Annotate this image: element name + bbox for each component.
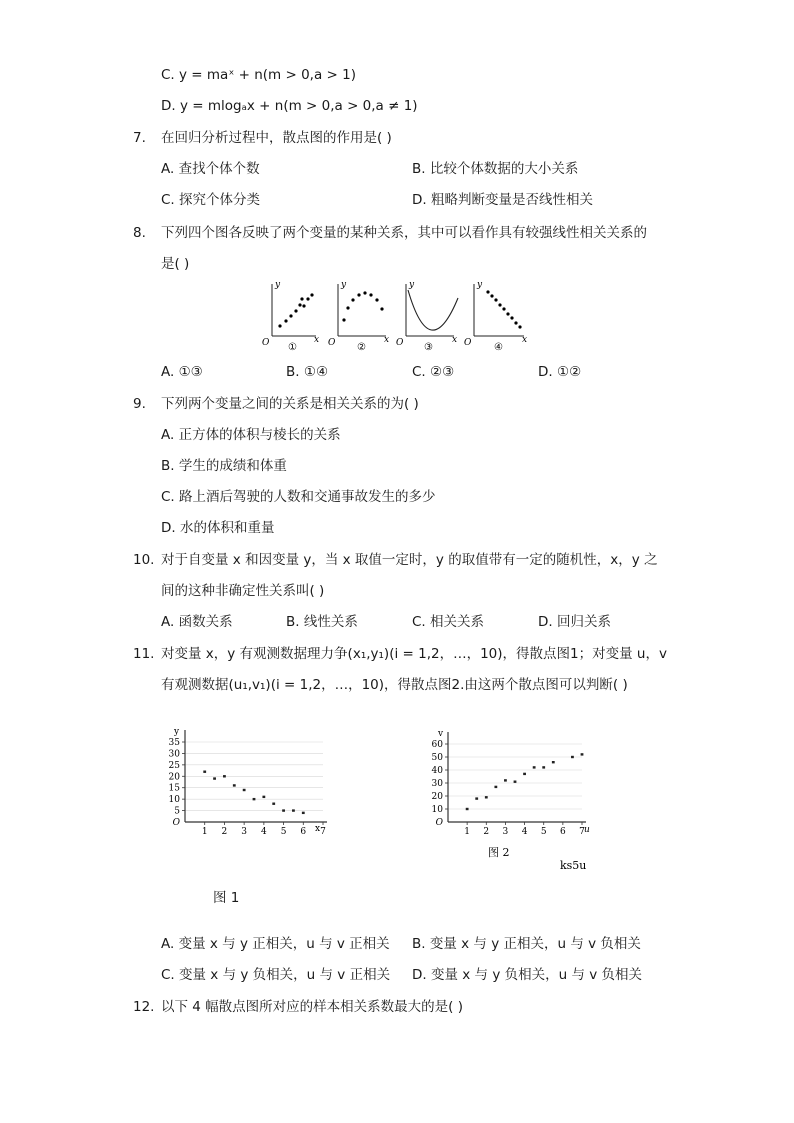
q8-panel-2 xyxy=(328,280,389,353)
q11-option-c: C. 变量 x 与 y 负相关，u 与 v 正相关 xyxy=(161,967,391,983)
fig2-xtick-label: 6 xyxy=(559,827,566,837)
fig1-xtick-label: 1 xyxy=(201,827,208,834)
fig1-ytick-label: O xyxy=(172,818,180,828)
fig2-point xyxy=(523,773,526,775)
fig1-point xyxy=(302,812,305,814)
q9-option-b: B. 学生的成绩和体重 xyxy=(161,458,287,474)
fig2-ytick-label: 50 xyxy=(431,753,443,763)
q8-axis-x-1: x xyxy=(314,335,320,345)
q10-stem-line1: 对于自变量 x 和因变量 y，当 x 取值一定时，y 的取值带有一定的随机性，x，y 之 xyxy=(161,552,658,568)
q9-option-d: D. 水的体积和重量 xyxy=(161,520,275,536)
fig1-point xyxy=(213,777,216,779)
fig1-xtick-label: 5 xyxy=(280,827,287,834)
fig2-x-ticks xyxy=(464,822,585,837)
q7-option-d: D. 粗略判断变量是否线性相关 xyxy=(412,192,593,208)
q8-option-b: B. ①④ xyxy=(286,364,329,380)
q9-option-a: A. 正方体的体积与棱长的关系 xyxy=(161,427,341,443)
q8-label-2: ② xyxy=(357,342,366,353)
q6-option-d: D. y = mlogₐx + n(m > 0,a > 0,a ≠ 1) xyxy=(161,98,418,114)
q10-option-b: B. 线性关系 xyxy=(286,614,358,630)
fig2-point xyxy=(504,779,507,781)
fig2-point xyxy=(475,797,478,799)
q8-four-scatter-figures xyxy=(258,276,538,358)
fig1-xtick-label: 2 xyxy=(221,827,228,834)
q10-stem-line2: 间的这种非确定性关系叫( ) xyxy=(161,583,325,599)
fig1-ytick-label: 30 xyxy=(168,749,180,760)
q11-stem-line1: 对变量 x，y 有观测数据理力争(x₁,y₁)(i = 1,2，…，10)，得散点图1；对变量 u，v xyxy=(161,646,667,662)
fig1-xtick-label: 6 xyxy=(300,827,307,834)
q9-option-c: C. 路上酒后驾驶的人数和交通事故发生的多少 xyxy=(161,489,436,505)
q8-label-3: ③ xyxy=(424,342,433,353)
q8-stem-line2: 是( ) xyxy=(161,256,190,272)
q7-option-a: A. 查找个体个数 xyxy=(161,161,260,177)
q8-axis-x-3: x xyxy=(452,335,458,345)
q10-option-d: D. 回归关系 xyxy=(538,614,611,630)
q8-axis-y-4: y xyxy=(477,280,483,290)
fig2-point xyxy=(552,761,555,763)
fig1-point xyxy=(233,784,236,786)
fig2-point xyxy=(533,766,536,768)
q7-option-c: C. 探究个体分类 xyxy=(161,192,261,208)
fig2-xtick-label: 7 xyxy=(579,827,585,837)
fig2-point xyxy=(466,808,469,810)
q8-option-a: A. ①③ xyxy=(161,364,203,380)
q7-option-b: B. 比较个体数据的大小关系 xyxy=(412,161,579,177)
q7-stem: 在回归分析过程中，散点图的作用是( ) xyxy=(161,130,392,146)
q10-option-a: A. 函数关系 xyxy=(161,614,233,630)
fig2-gridlines xyxy=(448,744,582,809)
fig2-point xyxy=(494,786,497,788)
q8-origin-3: O xyxy=(396,338,404,348)
fig1-xtick-label: 3 xyxy=(241,827,248,834)
fig1-point xyxy=(243,789,246,791)
fig1-ytick-label: 5 xyxy=(174,806,180,817)
fig2-points xyxy=(466,753,584,810)
q11-figure-1-caption: 图 1 xyxy=(213,890,240,906)
fig1-ytick-label: 35 xyxy=(168,738,180,748)
fig1-point xyxy=(272,803,275,805)
q8-axis-x-4: x xyxy=(522,335,528,345)
q12-stem: 以下 4 幅散点图所对应的样本相关系数最大的是( ) xyxy=(161,999,463,1015)
q8-axis-y-3: y xyxy=(409,280,415,290)
q10-number: 10. xyxy=(133,552,155,568)
q9-number: 9. xyxy=(133,396,146,412)
q8-stem-line1: 下列四个图各反映了两个变量的某种关系，其中可以看作具有较强线性相关关系的 xyxy=(161,225,647,241)
fig2-ytick-label: O xyxy=(435,818,443,828)
fig2-point xyxy=(542,766,545,768)
q8-axis-x-2: x xyxy=(384,335,390,345)
q8-option-c: C. ②③ xyxy=(412,364,455,380)
q8-number: 8. xyxy=(133,225,146,241)
q8-origin-4: O xyxy=(464,338,472,348)
q11-option-b: B. 变量 x 与 y 正相关，u 与 v 负相关 xyxy=(412,936,641,952)
q8-axis-y-2: y xyxy=(341,280,347,290)
fig2-point xyxy=(485,796,488,798)
fig2-point xyxy=(581,753,584,755)
fig1-ytick-label: 10 xyxy=(168,795,180,806)
fig1-y-ticks xyxy=(169,738,185,828)
fig1-point xyxy=(292,809,295,811)
q8-panel-4 xyxy=(464,280,527,353)
q8-label-1: ① xyxy=(288,342,297,353)
q11-number: 11. xyxy=(133,646,155,662)
fig2-x-label: u xyxy=(584,825,590,835)
fig1-point xyxy=(262,796,265,798)
q9-stem: 下列两个变量之间的关系是相关关系的为( ) xyxy=(161,396,419,412)
fig1-ytick-label: 25 xyxy=(168,760,180,771)
fig2-ytick-label: 30 xyxy=(431,779,443,789)
q8-option-d: D. ①② xyxy=(538,364,582,380)
q7-number: 7. xyxy=(133,130,146,146)
fig2-ytick-label: 60 xyxy=(431,740,443,750)
fig1-xtick-label: 7 xyxy=(320,827,326,834)
q11-option-a: A. 变量 x 与 y 正相关，u 与 v 正相关 xyxy=(161,936,390,952)
q6-option-c: C. y = maˣ + n(m > 0,a > 1) xyxy=(161,67,356,83)
fig2-ytick-label: 10 xyxy=(431,805,443,815)
q12-number: 12. xyxy=(133,999,155,1015)
fig1-point xyxy=(203,771,206,773)
q8-origin-2: O xyxy=(328,338,336,348)
fig1-ytick-label: 20 xyxy=(168,772,180,783)
fig1-point xyxy=(253,798,256,800)
fig2-point xyxy=(571,756,574,758)
q8-panel-3 xyxy=(396,280,458,353)
fig1-point xyxy=(282,809,285,811)
fig2-xtick-label: 1 xyxy=(464,827,471,837)
fig2-xtick-label: 3 xyxy=(502,827,509,837)
fig2-caption: 图 2 xyxy=(488,846,510,859)
fig1-points xyxy=(203,771,304,815)
fig2-ytick-label: 40 xyxy=(431,766,443,776)
q8-axis-y-1: y xyxy=(275,280,281,290)
q11-figure-2-scatter xyxy=(410,724,600,870)
watermark-ks5u: ks5u xyxy=(560,859,587,870)
fig2-xtick-label: 5 xyxy=(540,827,547,837)
q11-option-d: D. 变量 x 与 y 负相关，u 与 v 负相关 xyxy=(412,967,643,983)
fig1-point xyxy=(223,775,226,777)
q11-figure-1-scatter xyxy=(165,724,335,834)
fig2-point xyxy=(514,781,517,783)
fig1-ytick-label: 15 xyxy=(168,783,180,794)
fig2-y-ticks xyxy=(432,740,448,828)
q10-option-c: C. 相关关系 xyxy=(412,614,485,630)
fig1-x-label: x xyxy=(315,824,321,834)
fig2-xtick-label: 4 xyxy=(521,827,528,837)
fig1-y-label: y xyxy=(174,727,180,737)
fig2-xtick-label: 2 xyxy=(483,827,490,837)
fig2-ytick-label: 20 xyxy=(431,792,443,802)
q8-origin-1: O xyxy=(262,338,270,348)
fig1-x-ticks xyxy=(202,822,326,834)
q8-panel-1 xyxy=(262,280,319,353)
q11-stem-line2: 有观测数据(u₁,v₁)(i = 1,2，…，10)，得散点图2.由这两个散点图可以判断( ) xyxy=(161,677,628,693)
q8-label-4: ④ xyxy=(494,342,503,353)
fig1-xtick-label: 4 xyxy=(260,827,267,834)
fig2-y-label: v xyxy=(438,729,444,739)
